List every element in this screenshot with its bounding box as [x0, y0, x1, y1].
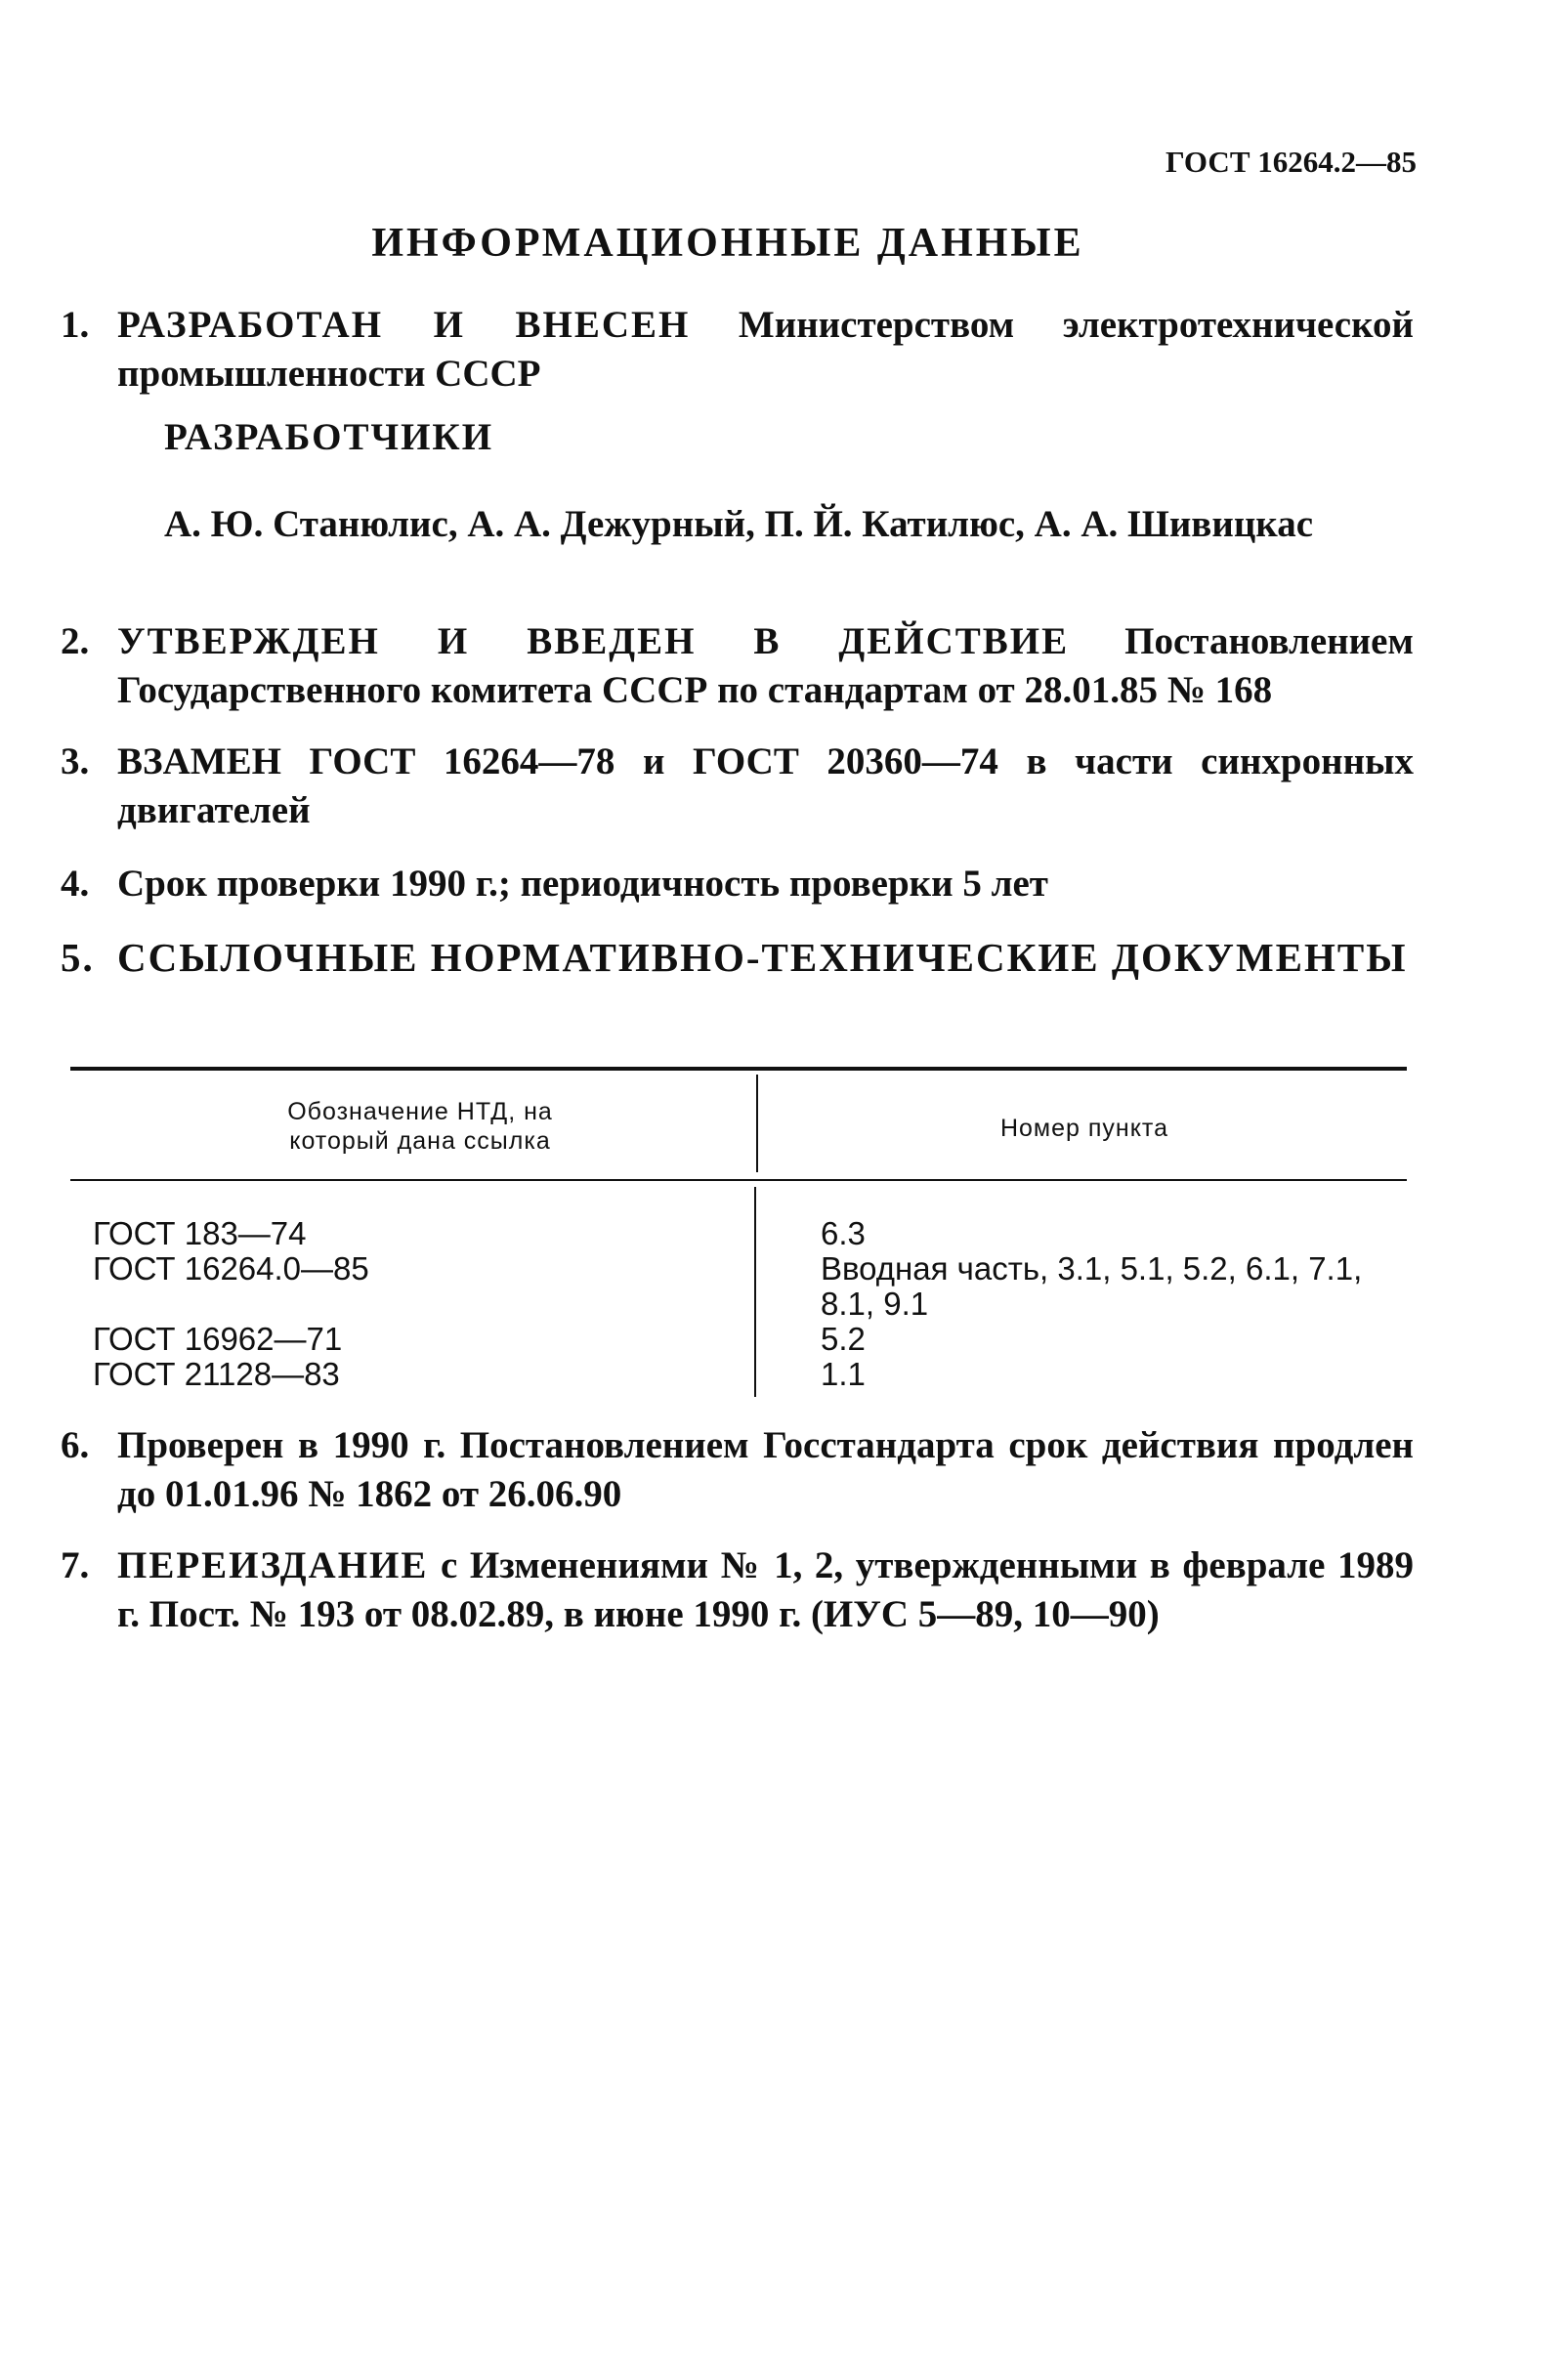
item-5: [61, 933, 1414, 982]
item-number: 2.: [61, 620, 90, 662]
table-row: 1.1: [821, 1356, 866, 1392]
table-row: ГОСТ 16264.0—85: [93, 1250, 369, 1287]
item-body: Постановлением Государственного комитета СССР по стандартам от 28.01.85 № 168: [117, 620, 1414, 711]
item-body: Министерством электротехнической промышленности СССР: [117, 304, 1414, 395]
item-text: Проверен в 1990 г. Постановлением Госстандарта срок действия продлен до 01.01.96 № 1862 от 26.06.90: [117, 1424, 1414, 1515]
page-title: ИНФОРМАЦИОННЫЕ ДАННЫЕ: [371, 221, 1084, 266]
table-row: 5.2: [821, 1321, 866, 1357]
developers-heading: РАЗРАБОТЧИКИ: [164, 416, 494, 458]
item-text: [117, 617, 1414, 715]
table-row: 6.3: [821, 1215, 866, 1251]
item-text: [117, 301, 1414, 399]
item-7: [61, 1541, 1414, 1639]
table-row: ГОСТ 21128—83: [93, 1356, 340, 1392]
table-header-rule: [70, 1179, 1407, 1181]
item-text: ССЫЛОЧНЫЕ НОРМАТИВНО-ТЕХНИЧЕСКИЕ ДОКУМЕНТЫ: [117, 935, 1408, 980]
item-text: ВЗАМЕН ГОСТ 16264—78 и ГОСТ 20360—74 в части синхронных двигателей: [117, 740, 1414, 831]
item-number: 5.: [61, 935, 95, 980]
table-top-rule: [70, 1067, 1407, 1071]
table-spacer: [93, 1287, 738, 1322]
item-number: 4.: [61, 863, 90, 905]
item-6: [61, 1421, 1414, 1519]
item-number: 3.: [61, 740, 90, 782]
item-body: с Изменениями № 1, 2, утвержденными в феврале 1989 г. Пост. № 193 от 08.02.89, в июне 1990 г. (ИУС 5—89, 10—90): [117, 1544, 1414, 1635]
document-code: ГОСТ 16264.2—85: [1165, 145, 1417, 179]
item-2: [61, 617, 1414, 715]
table-column-points: [821, 1216, 1417, 1392]
item-caps: ПЕРЕИЗДАНИЕ: [117, 1544, 429, 1586]
item-caps: УТВЕРЖДЕН И ВВЕДЕН В ДЕЙСТВИЕ: [117, 620, 1070, 662]
table-header-divider: [756, 1075, 758, 1172]
table-col1-header: [117, 1097, 723, 1156]
table-column-docs: [93, 1216, 738, 1392]
col1-header-line1: Обозначение НТД, на: [287, 1098, 553, 1125]
item-text: Срок проверки 1990 г.; периодичность проверки 5 лет: [117, 863, 1048, 905]
item-number: 1.: [61, 304, 90, 346]
item-3: [61, 738, 1414, 835]
table-col2-header: Номер пункта: [999, 1115, 1169, 1142]
developers-list: А. Ю. Станюлис, А. А. Дежурный, П. Й. Катилюс, А. А. Шивицкас: [164, 503, 1313, 545]
table-row: Вводная часть, 3.1, 5.1, 5.2, 6.1, 7.1, 8.1, 9.1: [821, 1250, 1363, 1322]
col1-header-line2: который дана ссылка: [289, 1127, 551, 1155]
table-row: ГОСТ 183—74: [93, 1215, 307, 1251]
item-text: [117, 1541, 1414, 1639]
item-1: [61, 301, 1414, 399]
table-row: ГОСТ 16962—71: [93, 1321, 343, 1357]
item-number: 6.: [61, 1424, 90, 1466]
item-4: [61, 860, 1414, 908]
item-caps: РАЗРАБОТАН И ВНЕСЕН: [117, 304, 691, 346]
table-body-divider: [754, 1187, 756, 1397]
item-number: 7.: [61, 1544, 90, 1586]
